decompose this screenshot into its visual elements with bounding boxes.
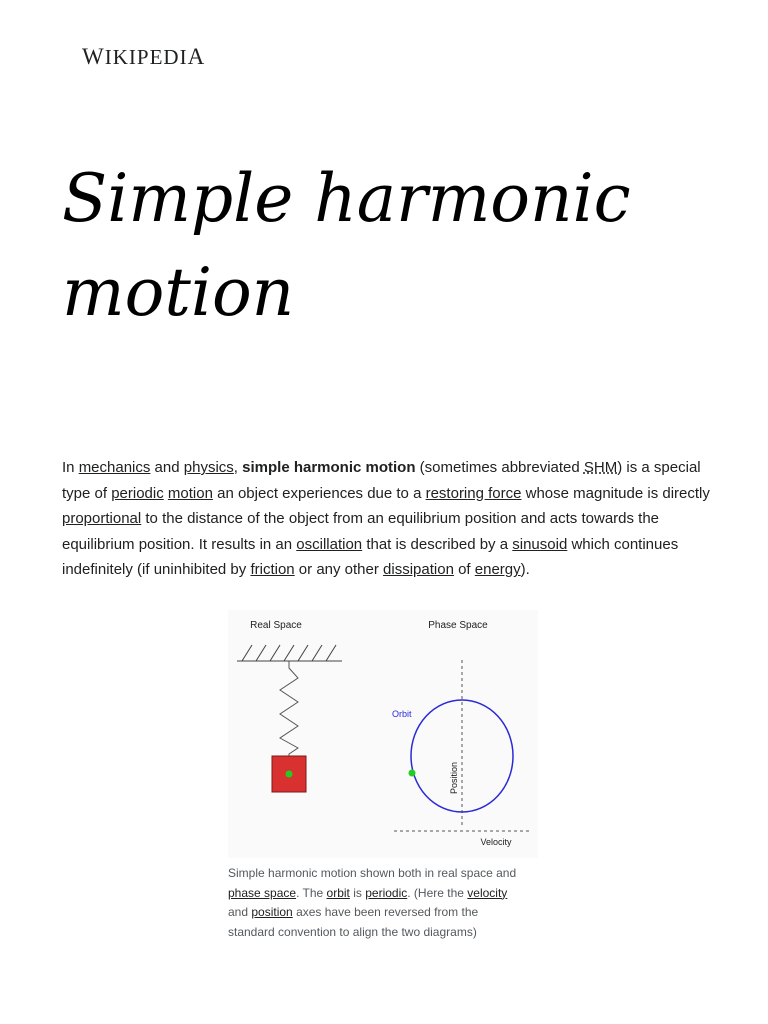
lead-text: whose magnitude is directly: [521, 484, 710, 502]
caption-text: axes have been reversed from the standard convention to align the two diagrams): [228, 905, 479, 939]
link-caption-periodic[interactable]: periodic: [365, 885, 408, 900]
link-proportional[interactable]: proportional: [62, 510, 142, 528]
link-position[interactable]: position: [251, 905, 293, 919]
lead-text: (sometimes abbreviated: [415, 459, 584, 476]
link-motion[interactable]: motion: [167, 484, 213, 502]
mass-marker-dot: [286, 771, 293, 778]
orbit-label: Orbit: [392, 709, 412, 719]
caption-text: . The: [296, 885, 327, 900]
link-periodic[interactable]: periodic: [111, 484, 164, 502]
link-dissipation[interactable]: dissipation: [383, 561, 454, 579]
lead-paragraph: [62, 455, 712, 583]
link-friction[interactable]: friction: [250, 561, 295, 579]
link-orbit[interactable]: orbit: [326, 885, 350, 900]
lead-text: that is described by a: [362, 535, 513, 553]
phase-point-dot: [409, 770, 416, 777]
lead-text: ).: [520, 561, 530, 579]
link-phase-space[interactable]: phase space: [228, 885, 297, 900]
shm-animation-image: [228, 610, 538, 858]
link-sinusoid[interactable]: sinusoid: [512, 535, 568, 553]
lead-text: ) is a special type of: [62, 459, 701, 502]
phase-space-label: Phase Space: [428, 620, 488, 631]
caption-text: Simple harmonic motion shown both in real space and: [228, 866, 517, 880]
link-velocity[interactable]: velocity: [467, 885, 508, 900]
lead-bold-term: simple harmonic motion: [242, 459, 416, 476]
page-title: Simple harmonic motion: [62, 160, 631, 331]
link-restoring-force[interactable]: restoring force: [425, 484, 522, 502]
abbr-shm[interactable]: SHM: [583, 459, 618, 476]
link-oscillation[interactable]: oscillation: [296, 535, 363, 553]
lead-text: or any other: [294, 561, 384, 579]
caption-text: . (Here the: [407, 885, 468, 900]
lead-text: In: [62, 459, 79, 476]
wikipedia-wordmark[interactable]: [82, 44, 205, 70]
link-energy[interactable]: energy: [474, 561, 521, 579]
caption-text: and: [228, 905, 252, 919]
position-axis-label: Position: [449, 761, 459, 795]
link-mechanics[interactable]: mechanics: [78, 459, 151, 476]
lead-text: an object experiences due to a: [212, 484, 426, 502]
figure-caption: [228, 864, 528, 942]
lead-text: which continues indefinitely (if uninhibited by: [62, 535, 679, 579]
lead-text: to the distance of the object from an equilibrium position and acts towards the equilibrium position. It results in an: [62, 510, 660, 553]
caption-text: is: [349, 885, 366, 900]
real-space-label: Real Space: [250, 620, 302, 631]
brand-text: WIKIPEDIA: [82, 44, 206, 69]
lead-text: of: [453, 561, 475, 579]
velocity-axis-label: Velocity: [480, 837, 512, 847]
shm-figure[interactable]: [228, 610, 538, 858]
link-physics[interactable]: physics: [183, 459, 234, 476]
lead-text: and: [150, 459, 184, 476]
lead-text: ,: [233, 459, 243, 476]
